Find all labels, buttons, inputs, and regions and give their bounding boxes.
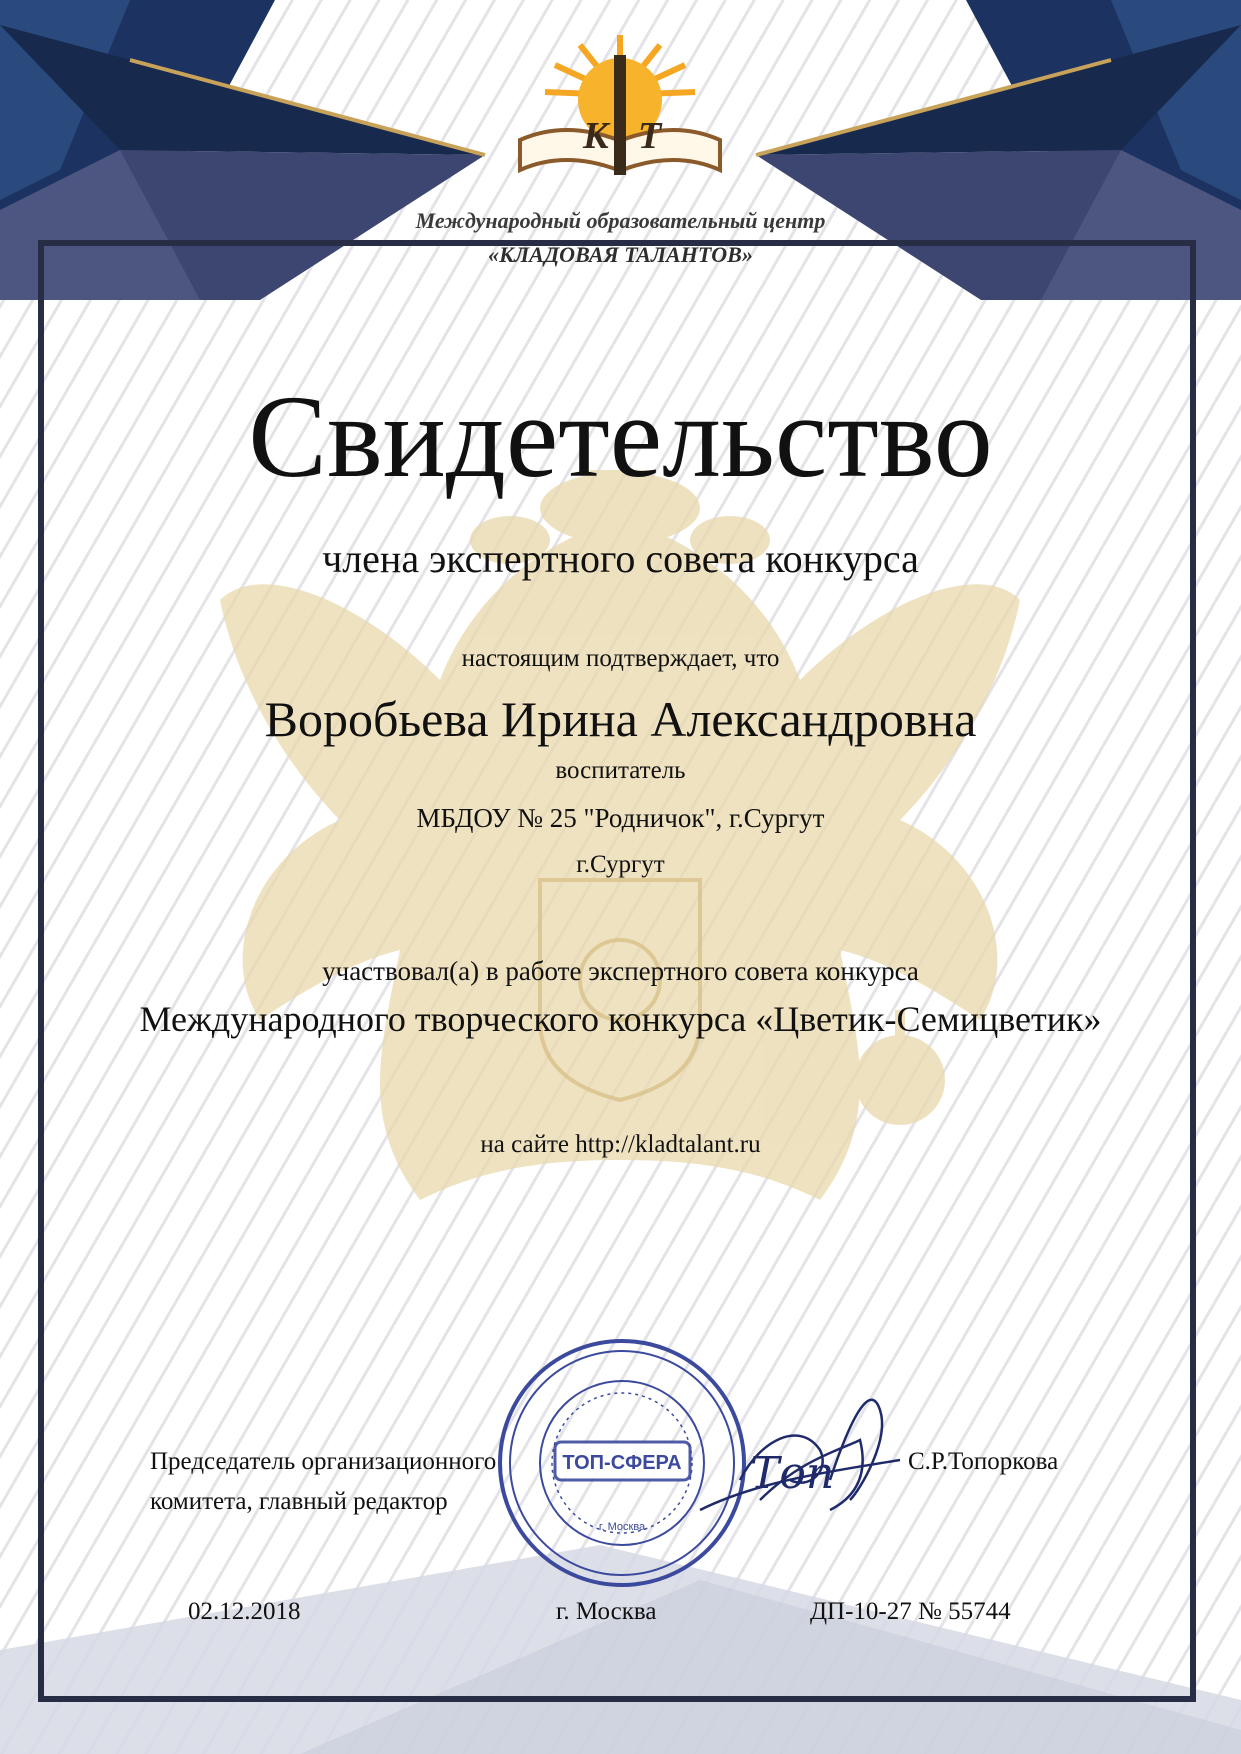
issue-place: г. Москва <box>556 1598 657 1625</box>
issue-date: 02.12.2018 <box>188 1598 301 1625</box>
certificate-subtitle: члена экспертного совета конкурса <box>322 536 919 581</box>
participation-text: участвовал(а) в работе экспертного совета конкурса <box>322 956 919 986</box>
svg-text:Т: Т <box>638 115 662 157</box>
organization-line-1: Международный образовательный центр <box>415 208 826 233</box>
chair-title-line-1: Председатель организационного <box>150 1448 497 1475</box>
kt-logo-icon <box>520 35 720 175</box>
recipient-position: воспитатель <box>555 757 686 784</box>
recipient-city: г.Сургут <box>576 851 665 878</box>
svg-text:г. Москва: г. Москва <box>598 1521 646 1533</box>
organization-line-2: «КЛАДОВАЯ ТАЛАНТОВ» <box>488 242 753 267</box>
svg-text:К: К <box>583 115 609 157</box>
certificate-number: ДП-10-27 № 55744 <box>810 1598 1011 1625</box>
svg-text:ТОП-СФЕРА: ТОП-СФЕРА <box>562 1452 682 1474</box>
recipient-name: Воробьева Ирина Александровна <box>264 691 977 747</box>
contest-name: Международного творческого конкурса «Цветик-Семицветик» <box>139 999 1102 1039</box>
chair-title-line-2: комитета, главный редактор <box>150 1488 448 1515</box>
recipient-institution: МБДОУ № 25 "Родничок", г.Сургут <box>416 803 825 833</box>
svg-text:Топ: Топ <box>750 1448 835 1499</box>
certificate-title: Свидетельство <box>248 371 993 502</box>
signer-name: С.Р.Топоркова <box>908 1448 1059 1475</box>
confirm-text: настоящим подтверждает, что <box>461 645 780 672</box>
site-text: на сайте http://kladtalant.ru <box>480 1131 761 1158</box>
